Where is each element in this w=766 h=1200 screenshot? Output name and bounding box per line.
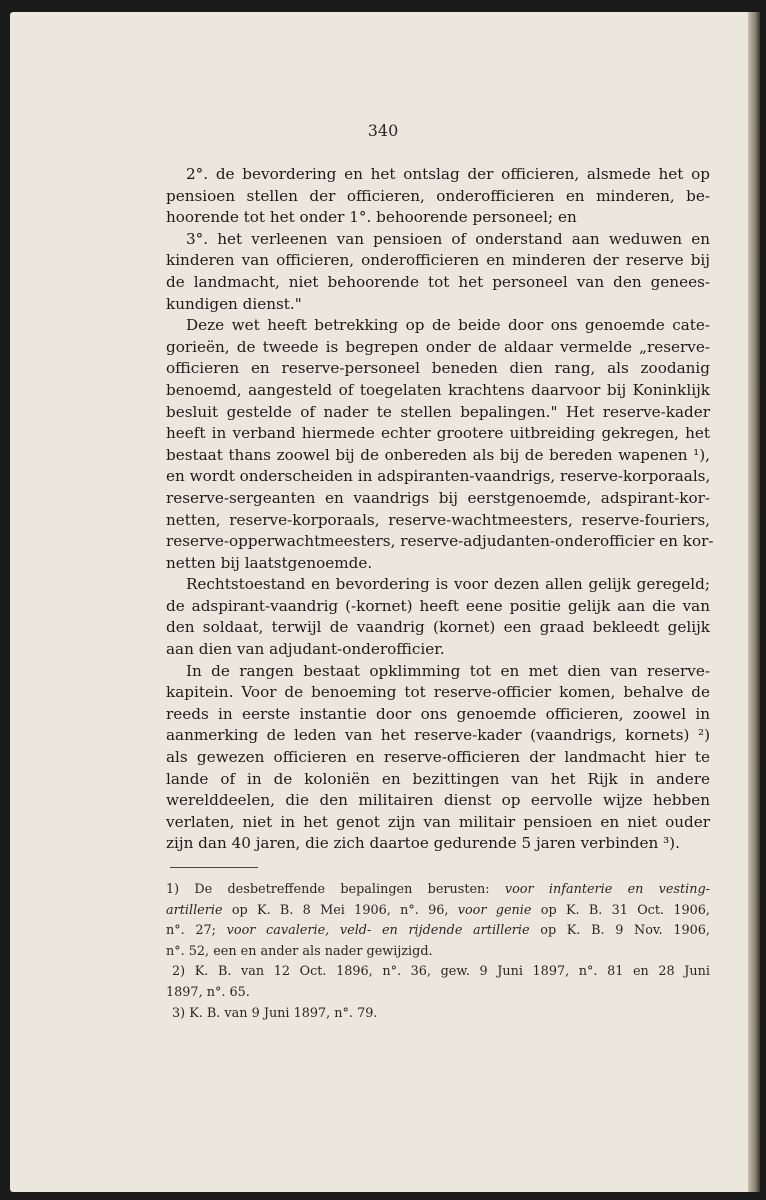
body-line: 2°. de bevordering en het ontslag der officieren, alsmede het op [186, 165, 710, 183]
body-line: reserve-opperwachtmeesters, reserve-adjudanten-onderofficier en kor- [166, 532, 714, 551]
body-line: In de rangen bestaat opklimming tot en met dien van reserve- [186, 661, 710, 680]
body-line: zijn dan 40 jaren, die zich daartoe gedurende 5 jaren verbinden ³). [166, 834, 680, 853]
footnote-1-line-4: n°. 52, een en ander als nader gewijzigd. [166, 943, 433, 959]
body-line: als gewezen officieren en reserve-officieren der landmacht hier te [166, 748, 710, 767]
footnotes [166, 880, 710, 1024]
body-line: netten bij laatstgenoemde. [166, 553, 373, 572]
footnote-3-line-1: 3) K. B. van 9 Juni 1897, n°. 79. [172, 1005, 378, 1021]
body-line: netten, reserve-korporaals, reserve-wachtmeesters, reserve-fouriers, [166, 510, 710, 529]
body-line: 3°. het verleenen van pensioen of onderstand aan weduwen en [186, 229, 710, 248]
body-line: Deze wet heeft betrekking op de beide door ons genoemde cate- [186, 316, 710, 335]
body-line: kundigen dienst." [166, 294, 302, 313]
body-line: verlaten, niet in het genot zijn van militair pensioen en niet ouder [166, 812, 710, 831]
body-line: aan dien van adjudant-onderofficier. [166, 640, 445, 659]
body-line: hoorende tot het onder 1°. behoorende personeel; en [166, 208, 577, 227]
body-line: reeds in eerste instantie door ons genoemde officieren, zoowel in [166, 704, 710, 723]
body-line: benoemd, aangesteld of toegelaten krachtens daarvoor bij Koninklijk [166, 380, 710, 399]
page-edge [748, 12, 760, 1192]
body-line: pensioen stellen der officieren, onderofficieren en minderen, be- [166, 186, 710, 205]
body-line: kinderen van officieren, onderofficieren en minderen der reserve bij [166, 251, 710, 270]
body-line: en wordt onderscheiden in adspiranten-vaandrigs, reserve-korporaals, [166, 467, 711, 486]
footnote-1-line-1: 1) De desbetreffende bepalingen berusten: voor infanterie en vesting- [166, 882, 711, 897]
body-line: gorieën, de tweede is begrepen onder de aldaar vermelde „reserve- [166, 337, 710, 356]
body-line: besluit gestelde of nader te stellen bepalingen." Het reserve-kader [166, 402, 710, 421]
footnote-2-line-1: 2) K. B. van 12 Oct. 1896, n°. 36, gew. 9 Juni 1897, n°. 81 en 28 Juni [172, 964, 710, 980]
body-line: Rechtstoestand en bevordering is voor dezen allen gelijk geregeld; [186, 575, 710, 594]
body-line: reserve-sergeanten en vaandrigs bij eerstgenoemde, adspirant-kor- [166, 488, 710, 507]
page-number: 340 [367, 121, 399, 140]
footnote-1-line-2: artillerie op K. B. 8 Mei 1906, n°. 96, voor genie op K. B. 31 Oct. 1906, [166, 902, 710, 918]
body-line: officieren en reserve-personeel beneden dien rang, als zoodanig [166, 359, 710, 378]
body-line: kapitein. Voor de benoeming tot reserve-officier komen, behalve de [166, 683, 710, 702]
body-line: bestaat thans zoowel bij de onbereden als bij de bereden wapenen ¹), [166, 445, 710, 464]
body-line: werelddeelen, die den militairen dienst op eervolle wijze hebben [166, 791, 710, 810]
footnote-rule [170, 867, 258, 868]
body-line: de adspirant-vaandrig (-kornet) heeft eene positie gelijk aan die van [166, 596, 710, 615]
body-line: aanmerking de leden van het reserve-kader (vaandrigs, kornets) ²) [166, 726, 710, 745]
body-line: heeft in verband hiermede echter grootere uitbreiding gekregen, het [166, 424, 710, 443]
footnote-2-line-2: 1897, n°. 65. [166, 984, 250, 1000]
footnote-1-line-3: n°. 27; voor cavalerie, veld- en rijdende artillerie op K. B. 9 Nov. 1906, [166, 923, 710, 939]
body-text [166, 164, 714, 855]
body-line: den soldaat, terwijl de vaandrig (kornet) een graad bekleedt gelijk [166, 618, 710, 637]
body-line: de landmacht, niet behoorende tot het personeel van den genees- [166, 272, 710, 291]
body-line: lande of in de koloniën en bezittingen van het Rijk in andere [166, 769, 710, 788]
